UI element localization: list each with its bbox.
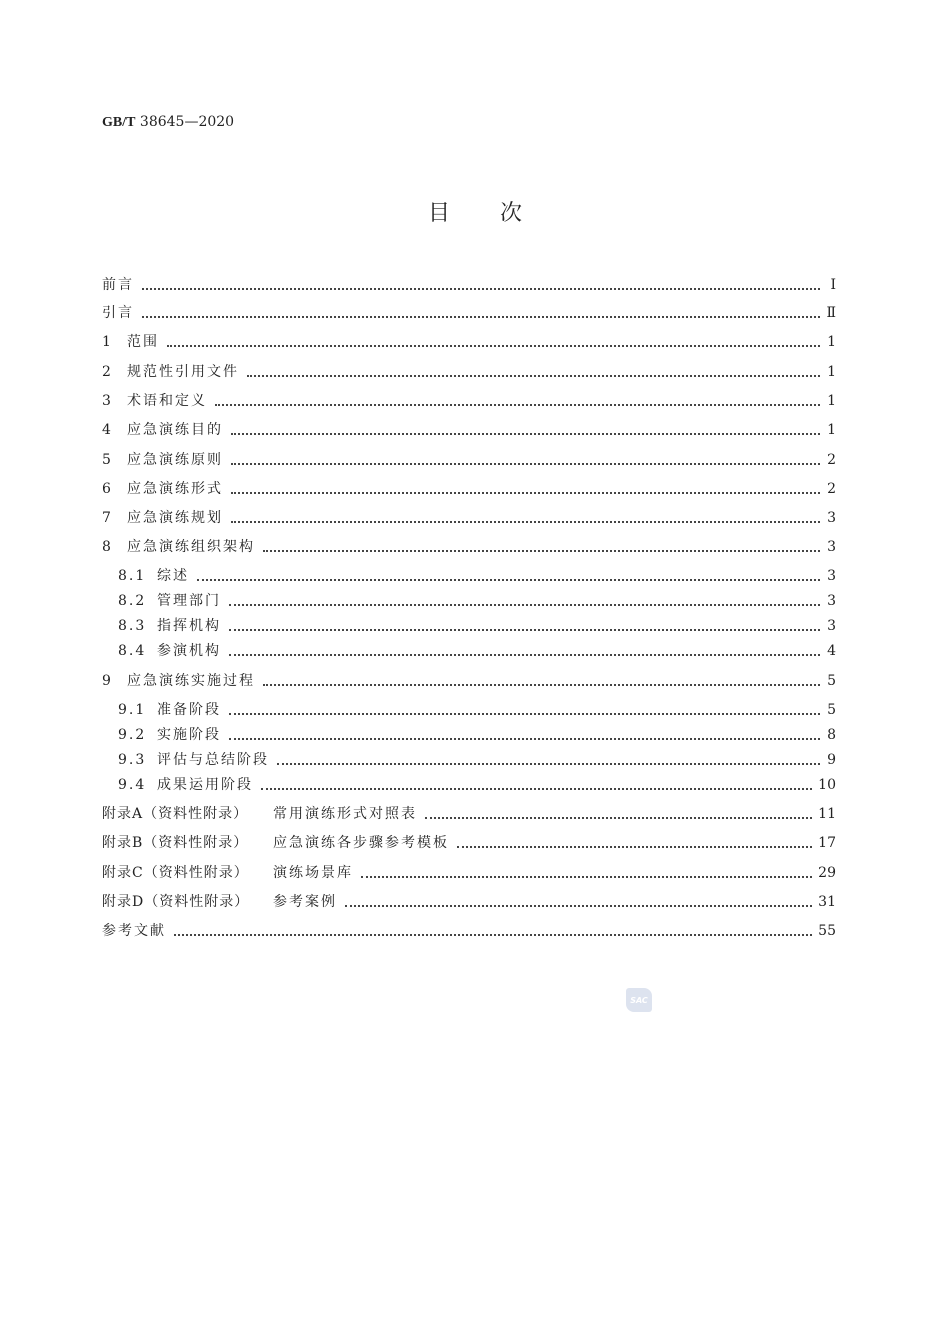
dot-leader [167,345,820,347]
toc-entry[interactable] [102,479,836,499]
dot-leader [231,463,820,465]
toc-entry-number: 3 [102,393,113,409]
toc-entry-number: 9.2 [118,727,147,743]
toc-entry-page: 3 [827,618,836,634]
toc-entry[interactable] [118,700,836,720]
toc-entry[interactable] [102,332,836,352]
toc-entry-number: 附录D（资料性附录） [102,894,250,910]
toc-entry-number: 9 [102,673,113,689]
dot-leader [345,905,812,907]
toc-entry-number: 9.4 [118,777,147,793]
toc-entry-number: 附录A（资料性附录） [102,806,249,822]
toc-entry[interactable] [102,833,836,853]
toc-entry-page: 9 [827,752,836,768]
toc-entry[interactable] [102,450,836,470]
dot-leader [174,934,812,936]
toc-entry-page: 8 [827,727,836,743]
toc-entry[interactable] [102,921,836,941]
toc-entry-label: 成果运用阶段 [157,777,253,793]
toc-entry-label: 前言 [102,277,134,293]
dot-leader [247,375,820,377]
toc-entry-page: 2 [827,452,836,468]
toc-entry-label: 参考文献 [102,923,166,939]
toc-entry-label: 应急演练实施过程 [127,673,255,689]
toc-entry-label: 应急演练组织架构 [127,539,255,555]
dot-leader [231,433,820,435]
dot-leader [425,817,812,819]
toc-entry-page: 5 [827,702,836,718]
toc-entry-label: 准备阶段 [157,702,221,718]
toc-entry-number: 8.3 [118,618,147,634]
dot-leader [229,629,820,631]
toc-entry-label: 管理部门 [157,593,221,609]
toc-entry[interactable] [102,537,836,557]
dot-leader [231,521,820,523]
toc-entry-label: 范围 [127,334,159,350]
dot-leader [277,763,820,765]
toc-entry[interactable] [118,750,836,770]
toc-entry-label: 演练场景库 [273,865,353,881]
toc-entry-label: 参考案例 [273,894,337,910]
sac-watermark-logo: SAC [626,988,652,1012]
toc-entry-label: 应急演练原则 [127,452,223,468]
dot-leader [229,604,820,606]
toc-entry-number: 1 [102,334,113,350]
standard-code [102,114,234,131]
toc-entry-label: 综述 [157,568,189,584]
toc-entry[interactable] [118,616,836,636]
toc-entry-page: 2 [827,481,836,497]
toc-entry[interactable] [118,775,836,795]
toc-entry-label: 应急演练形式 [127,481,223,497]
toc-entry-page: 3 [827,510,836,526]
toc-entry[interactable] [102,362,836,382]
toc-entry-page: 4 [827,643,836,659]
toc-entry[interactable] [118,566,836,586]
dot-leader [263,550,820,552]
toc-entry-page: 1 [827,422,836,438]
toc-entry-page: 3 [827,593,836,609]
toc-entry-number: 9.1 [118,702,147,718]
toc-entry-page: 11 [818,806,836,822]
toc-entry-number: 2 [102,364,113,380]
dot-leader [263,684,820,686]
toc-entry[interactable] [102,420,836,440]
toc-entry-number: 5 [102,452,113,468]
toc-entry-label: 常用演练形式对照表 [273,806,417,822]
toc-entry[interactable] [118,641,836,661]
toc-entry-label: 术语和定义 [127,393,207,409]
toc-entry-label: 应急演练规划 [127,510,223,526]
toc-entry-number: 8.4 [118,643,147,659]
toc-entry[interactable] [102,892,836,912]
toc-entry-label: 规范性引用文件 [127,364,239,380]
toc-entry-number: 6 [102,481,113,497]
toc-entry-page: 17 [818,835,836,851]
toc-entry-page: 1 [827,334,836,350]
dot-leader [229,713,820,715]
toc-entry-number: 9.3 [118,752,147,768]
toc-entry-label: 指挥机构 [157,618,221,634]
dot-leader [142,288,820,290]
toc-entry[interactable] [102,671,836,691]
dot-leader [457,846,812,848]
toc-entry-page: 55 [818,923,836,939]
toc-entry-page: 29 [818,865,836,881]
toc-entry-label: 应急演练目的 [127,422,223,438]
toc-entry-number: 7 [102,510,113,526]
page-title: 目次 [427,201,572,226]
toc-entry[interactable] [118,591,836,611]
toc-entry-page: 1 [827,364,836,380]
toc-entry[interactable] [102,275,836,295]
toc-entry-label: 实施阶段 [157,727,221,743]
toc-entry-page: 10 [818,777,836,793]
toc-entry-page: 3 [827,568,836,584]
toc-entry[interactable] [102,303,836,323]
dot-leader [215,404,820,406]
toc-entry-page: 5 [827,673,836,689]
toc-entry-page: 1 [827,393,836,409]
standard-number: 38645—2020 [139,114,235,130]
toc-entry[interactable] [102,391,836,411]
toc-entry-number: 4 [102,422,113,438]
toc-entry-page: Ⅰ [830,277,836,293]
toc-entry[interactable] [102,804,836,824]
toc-entry[interactable] [118,725,836,745]
toc-entry-number: 附录C（资料性附录） [102,865,249,881]
toc-entry-label: 引言 [102,305,134,321]
toc-entry[interactable] [102,863,836,883]
toc-entry-label: 参演机构 [157,643,221,659]
toc-entry-label: 应急演练各步骤参考模板 [273,835,449,851]
toc-entry-page: 3 [827,539,836,555]
dot-leader [142,316,820,318]
toc-entry-label: 评估与总结阶段 [157,752,269,768]
dot-leader [229,738,820,740]
toc-entry-number: 8 [102,539,113,555]
toc-entry[interactable] [102,508,836,528]
toc-entry-page: 31 [818,894,836,910]
dot-leader [361,876,812,878]
toc-entry-number: 附录B（资料性附录） [102,835,249,851]
dot-leader [229,654,820,656]
dot-leader [197,579,820,581]
toc-entry-page: Ⅱ [826,305,836,321]
dot-leader [261,788,812,790]
toc-entry-number: 8.1 [118,568,147,584]
toc-entry-number: 8.2 [118,593,147,609]
dot-leader [231,492,820,494]
standard-prefix: GB/T [102,115,136,130]
